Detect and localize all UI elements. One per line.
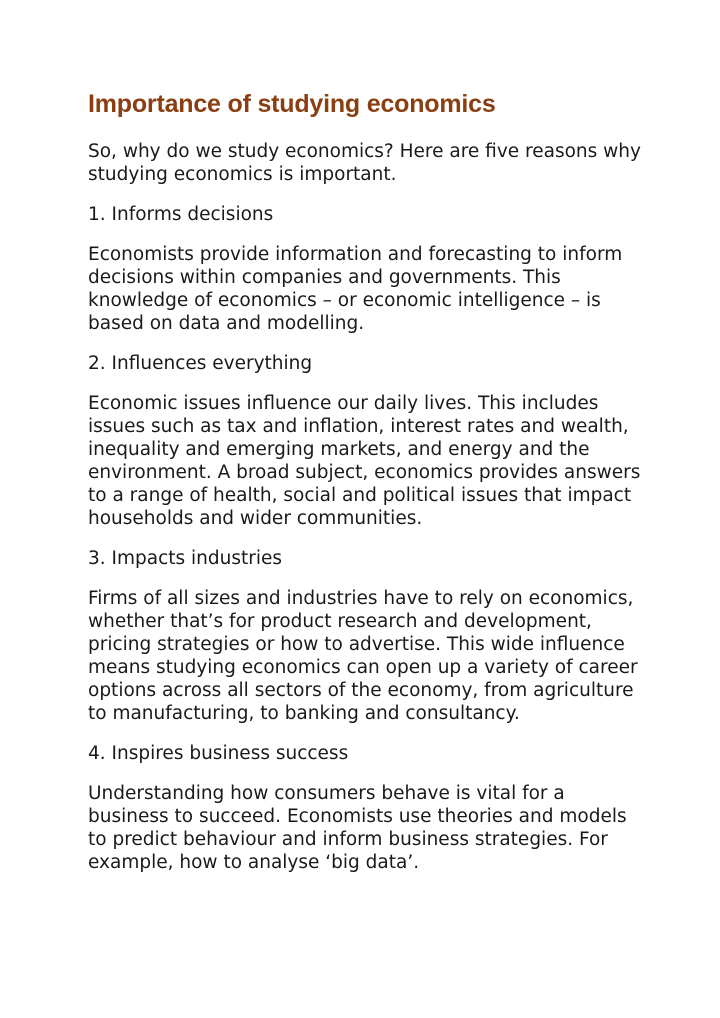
- section-body-informs-decisions: Economists provide information and forecasting to inform decisions within companies and governments. This knowledge of economics – or economic intelligence – is based on data and modelling.: [88, 244, 623, 334]
- section-body-impacts-industries: Firms of all sizes and industries have to rely on economics, whether that’s for product research and development, pricing strategies or how to advertise. This wide influence means studying economics can open up a variety of career options across all sectors of the economy, from agriculture to manufacturing, to banking and consultancy.: [88, 588, 638, 724]
- section-body-inspires-business-success: Understanding how consumers behave is vital for a business to succeed. Economists use theories and models to predict behaviour and inform business strategies. For example, how to analyse ‘big data’.: [88, 783, 627, 873]
- section-heading-influences-everything: 2. Influences everything: [88, 353, 313, 374]
- document-title: Importance of studying economics: [88, 90, 496, 118]
- section-body-influences-everything: Economic issues influence our daily lives. This includes issues such as tax and inflation, interest rates and wealth, inequality and emerging markets, and energy and the environment. A broad subject, economics provides answers to a range of health, social and political issues that impact households and wider communities.: [88, 393, 641, 529]
- section-heading-informs-decisions: 1. Informs decisions: [88, 204, 274, 225]
- intro-paragraph: So, why do we study economics? Here are five reasons why studying economics is important.: [88, 141, 641, 185]
- section-heading-inspires-business-success: 4. Inspires business success: [88, 743, 349, 764]
- document-page: [88, 88, 648, 891]
- section-heading-impacts-industries: 3. Impacts industries: [88, 548, 283, 569]
